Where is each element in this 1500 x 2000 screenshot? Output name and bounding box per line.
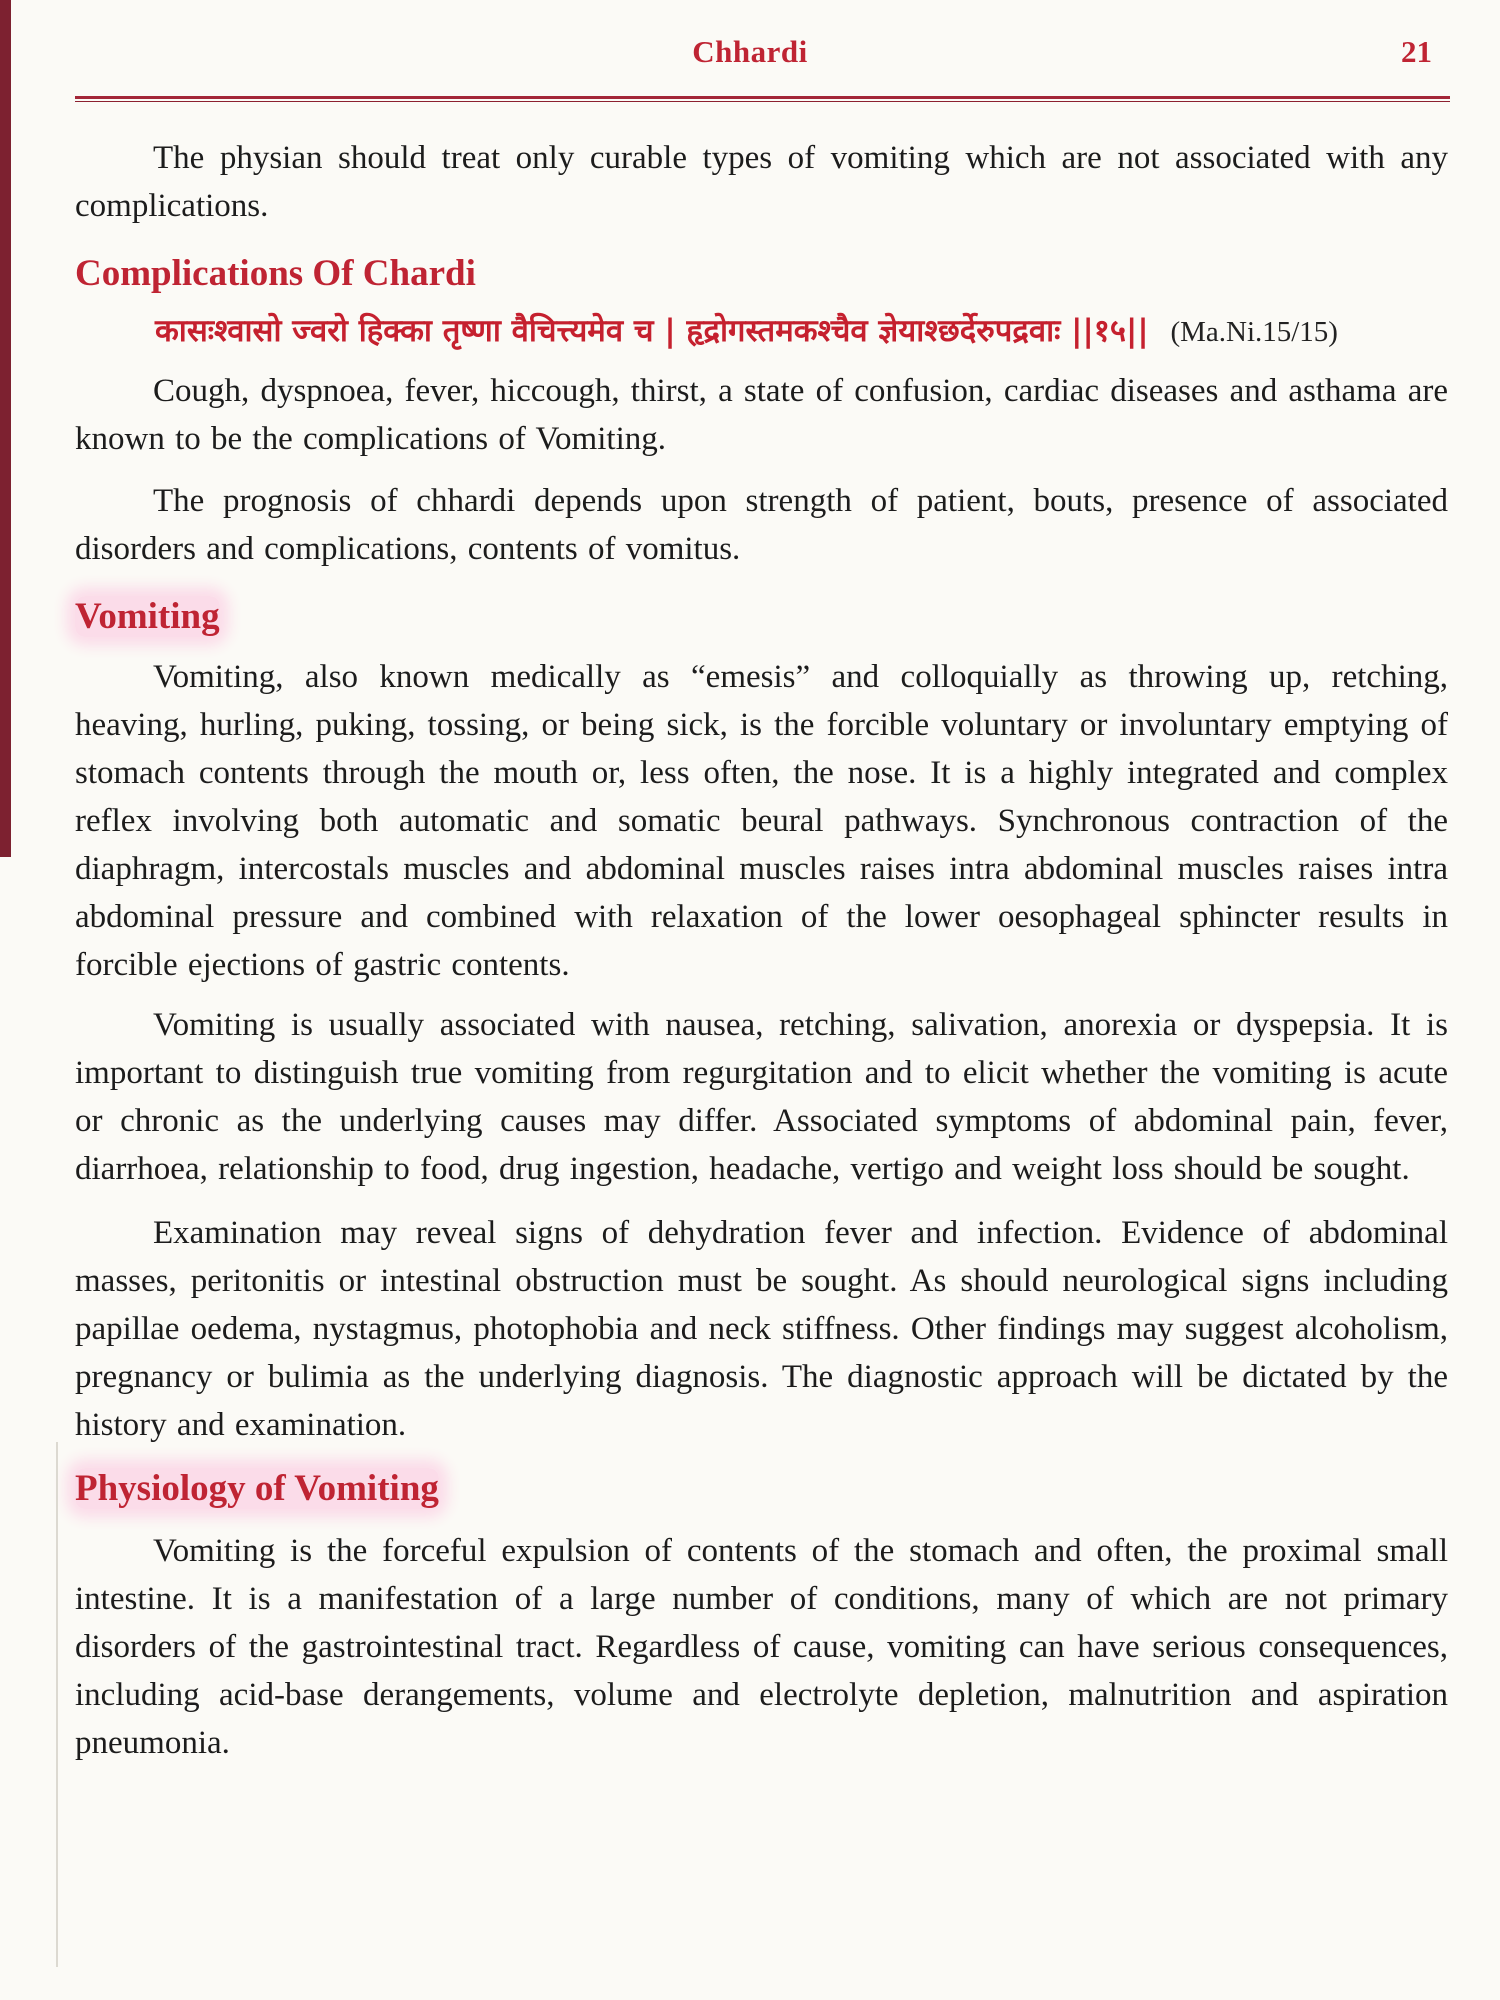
vomiting-paragraph-3: Examination may reveal signs of dehydration fever and infection. Evidence of abdominal masses, peritonitis or intestinal obstruction must be sought. As should neurological signs including papillae oedema, nystagmus, photophobia and neck stiffness. Other findings may suggest alcoholism, pregnancy or bulimia as the underlying diagnosis. The diagnostic approach will be dictated by the history and examination.	[75, 1215, 1448, 1443]
sanskrit-shloka-text: कासःश्वासो ज्वरो हिक्का तृष्णा वैचित्त्यमेव च | हृद्रोगस्तमकश्चैव ज्ञेयाश्छर्देरुपद्रवाः ||१५||	[155, 313, 1149, 349]
sanskrit-shloka-line	[75, 308, 1448, 355]
shloka-reference: (Ma.Ni.15/15)	[1170, 316, 1338, 348]
chapter-title: Chhardi	[692, 34, 808, 69]
prognosis-paragraph: The prognosis of chhardi depends upon strength of patient, bouts, presence of associated disorders and complications, contents of vomitus.	[75, 483, 1448, 567]
header-rule-thin-line	[75, 101, 1450, 102]
physiology-paragraph: Vomiting is the forceful expulsion of contents of the stomach and often, the proximal small intestine. It is a manifestation of a large number of conditions, many of which are not primary disorders of the gastrointestinal tract. Regardless of cause, vomiting can have serious consequences, including acid-base derangements, volume and electrolyte depletion, malnutrition and aspiration pneumonia.	[75, 1533, 1448, 1761]
intro-paragraph: The physian should treat only curable types of vomiting which are not associated with any complications.	[75, 140, 1448, 224]
page-body	[0, 134, 1500, 1767]
scan-edge-line	[56, 1442, 58, 1967]
complications-heading: Complications Of Chardi	[75, 253, 476, 294]
vomiting-paragraph-1: Vomiting, also known medically as “emesis” and colloquially as throwing up, retching, heaving, hurling, puking, tossing, or being sick, is the forcible voluntary or involuntary emptying of stomach contents through the mouth or, less often, the nose. It is a highly integrated and complex reflex involving both automatic and somatic beural pathways. Synchronous contraction of the diaphragm, intercostals muscles and abdominal muscles raises intra abdominal muscles raises intra abdominal pressure and combined with relaxation of the lower oesophageal sphincter results in forcible ejections of gastric contents.	[75, 659, 1448, 983]
vomiting-paragraph-2: Vomiting is usually associated with nausea, retching, salivation, anorexia or dyspepsia. It is important to distinguish true vomiting from regurgitation and to elicit whether the vomiting is acute or chronic as the underlying causes may differ. Associated symptoms of abdominal pain, fever, diarrhoea, relationship to food, drug ingestion, headache, vertigo and weight loss should be sought.	[75, 1007, 1448, 1187]
vomiting-heading-highlight: Vomiting	[75, 596, 220, 637]
physiology-heading	[75, 1467, 1448, 1511]
physiology-heading-highlight: Physiology of Vomiting	[75, 1468, 439, 1509]
complications-translation-paragraph: Cough, dyspnoea, fever, hiccough, thirst, a state of confusion, cardiac diseases and asthama are known to be the complications of Vomiting.	[75, 373, 1448, 457]
vomiting-heading	[75, 595, 1448, 639]
spine-shadow-bar	[0, 0, 11, 857]
page-header	[0, 0, 1500, 78]
header-rule	[75, 96, 1450, 102]
page-number: 21	[1401, 34, 1432, 69]
